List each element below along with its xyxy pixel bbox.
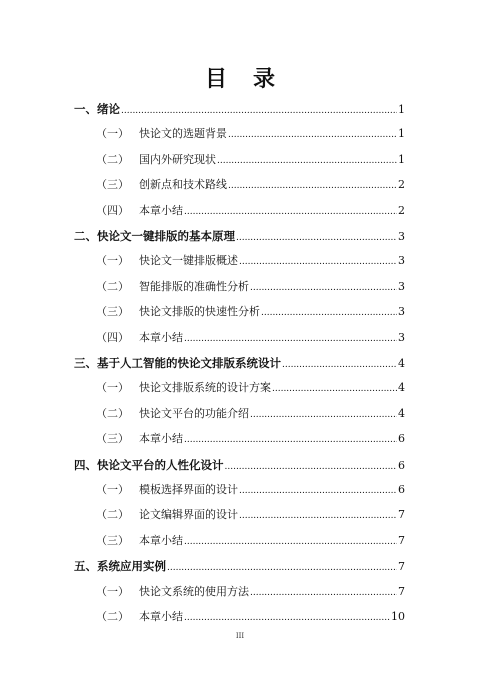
toc-section-entry[interactable] [96,533,405,549]
toc-entry-label: 五、系统应用实例 [74,559,166,574]
toc-dot-leader [236,230,397,246]
toc-entry-label: 快论文排版系统的设计方案 [139,381,271,395]
toc-entry-number: （一） [96,483,129,496]
toc-entry-label: 本章小结 [139,610,183,623]
toc-section-entry[interactable] [96,304,405,320]
toc-dot-leader [228,178,397,194]
toc-dot-leader [184,610,390,626]
toc-entry-number: （二） [96,610,129,623]
toc-entry-label: 快论文系统的使用方法 [139,584,249,598]
toc-dot-leader [282,357,397,373]
toc-chapter-entry[interactable] [74,228,405,244]
toc-dot-leader [261,305,397,321]
toc-section-entry[interactable] [96,584,405,600]
toc-dot-leader [121,103,397,119]
toc-entry-page-number: 6 [398,432,405,446]
toc-entry-number: （一） [96,254,129,268]
toc-entry-number: （一） [96,584,129,598]
toc-entry-page-number: 1 [398,103,405,116]
toc-dot-leader [184,204,397,220]
toc-chapter-entry[interactable] [74,355,405,371]
toc-entry-page-number: 7 [398,560,405,574]
toc-entry-number: （三） [96,432,129,446]
toc-entry-label: 快论文平台的功能介绍 [139,406,249,420]
toc-entry-label: 快论文一键排版概述 [139,254,238,268]
toc-entry-page-number: 7 [398,584,405,598]
toc-section-entry[interactable] [96,406,405,422]
toc-entry-page-number: 6 [398,458,405,472]
toc-entry-page-number: 10 [391,610,405,623]
toc-dot-leader [250,585,397,601]
toc-entry-label: 快论文排版的快速性分析 [139,305,260,319]
toc-section-entry[interactable] [96,431,405,447]
footer-page-number: III [235,632,245,640]
toc-dot-leader [250,280,397,296]
toc-entry-page-number: 2 [398,203,405,217]
toc-section-entry[interactable] [96,330,405,346]
toc-dot-leader [184,534,397,550]
title-char-1: 目 [204,67,227,92]
toc-section-entry[interactable] [96,380,405,396]
toc-entry-number: （二） [96,152,129,166]
toc-entry-number: （三） [96,178,129,192]
toc-section-entry[interactable] [96,203,405,219]
toc-entry-label: 本章小结 [139,203,183,217]
toc-section-entry[interactable] [96,152,405,168]
toc-section-entry[interactable] [96,177,405,193]
toc-entry-page-number: 3 [398,230,405,243]
toc-entry-label: 三、基于人工智能的快论文排版系统设计 [74,356,281,370]
toc-dot-leader [272,381,397,397]
toc-entry-number: （四） [96,203,129,217]
toc-section-entry[interactable] [96,126,405,142]
toc-section-entry[interactable] [96,279,405,295]
toc-entry-page-number: 1 [398,127,405,141]
toc-entry-label: 二、快论文一键排版的基本原理 [74,229,235,243]
toc-dot-leader [184,432,397,448]
toc-entry-page-number: 2 [398,178,405,192]
toc-entry-number: （二） [96,279,129,293]
toc-entry-page-number: 6 [398,483,405,496]
toc-dot-leader [167,560,397,576]
toc-entry-number: （三） [96,305,129,319]
toc-entry-page-number: 3 [398,254,405,268]
page-title [0,62,480,93]
toc-entry-label: 模板选择界面的设计 [139,483,238,496]
toc-section-entry[interactable] [96,507,405,523]
toc-chapter-entry[interactable] [74,457,405,473]
toc-entry-page-number: 1 [398,152,405,166]
toc-dot-leader [239,483,397,499]
toc-entry-label: 四、快论文平台的人性化设计 [74,457,224,472]
toc-dot-leader [239,508,397,524]
toc-chapter-entry[interactable] [74,101,405,117]
toc-entry-label: 一、绪论 [74,102,120,116]
toc-entry-page-number: 7 [398,508,405,522]
toc-section-entry[interactable] [96,253,405,269]
title-char-2: 录 [253,67,276,92]
toc-entry-number: （三） [96,533,129,547]
toc-entry-page-number: 4 [398,381,405,395]
toc-entry-page-number: 4 [398,406,405,420]
toc-entry-number: （二） [96,508,129,522]
toc-dot-leader [228,127,397,143]
toc-entry-number: （一） [96,127,129,141]
toc-entry-label: 本章小结 [139,533,183,547]
toc-section-entry[interactable] [96,482,405,498]
toc-dot-leader [217,153,397,169]
toc-entry-label: 国内外研究现状 [139,152,216,166]
toc-entry-number: （二） [96,406,129,420]
toc-dot-leader [250,407,397,423]
toc-dot-leader [225,459,398,475]
toc-entry-label: 快论文的选题背景 [139,127,227,141]
toc-entry-label: 论文编辑界面的设计 [139,508,238,522]
toc-entry-label: 创新点和技术路线 [139,178,227,192]
toc-entry-number: （四） [96,330,129,344]
toc-entry-label: 本章小结 [139,432,183,446]
toc-entry-page-number: 4 [398,357,405,370]
toc-entry-page-number: 3 [398,305,405,319]
toc-dot-leader [184,331,397,347]
toc-entry-number: （一） [96,381,129,395]
toc-entry-label: 本章小结 [139,330,183,344]
toc-chapter-entry[interactable] [74,558,405,574]
toc-entry-page-number: 3 [398,279,405,293]
toc-section-entry[interactable] [96,609,405,625]
toc-entry-page-number: 3 [398,330,405,344]
toc-entry-label: 智能排版的准确性分析 [139,279,249,293]
toc-entry-page-number: 7 [398,533,405,547]
toc-dot-leader [239,254,397,270]
